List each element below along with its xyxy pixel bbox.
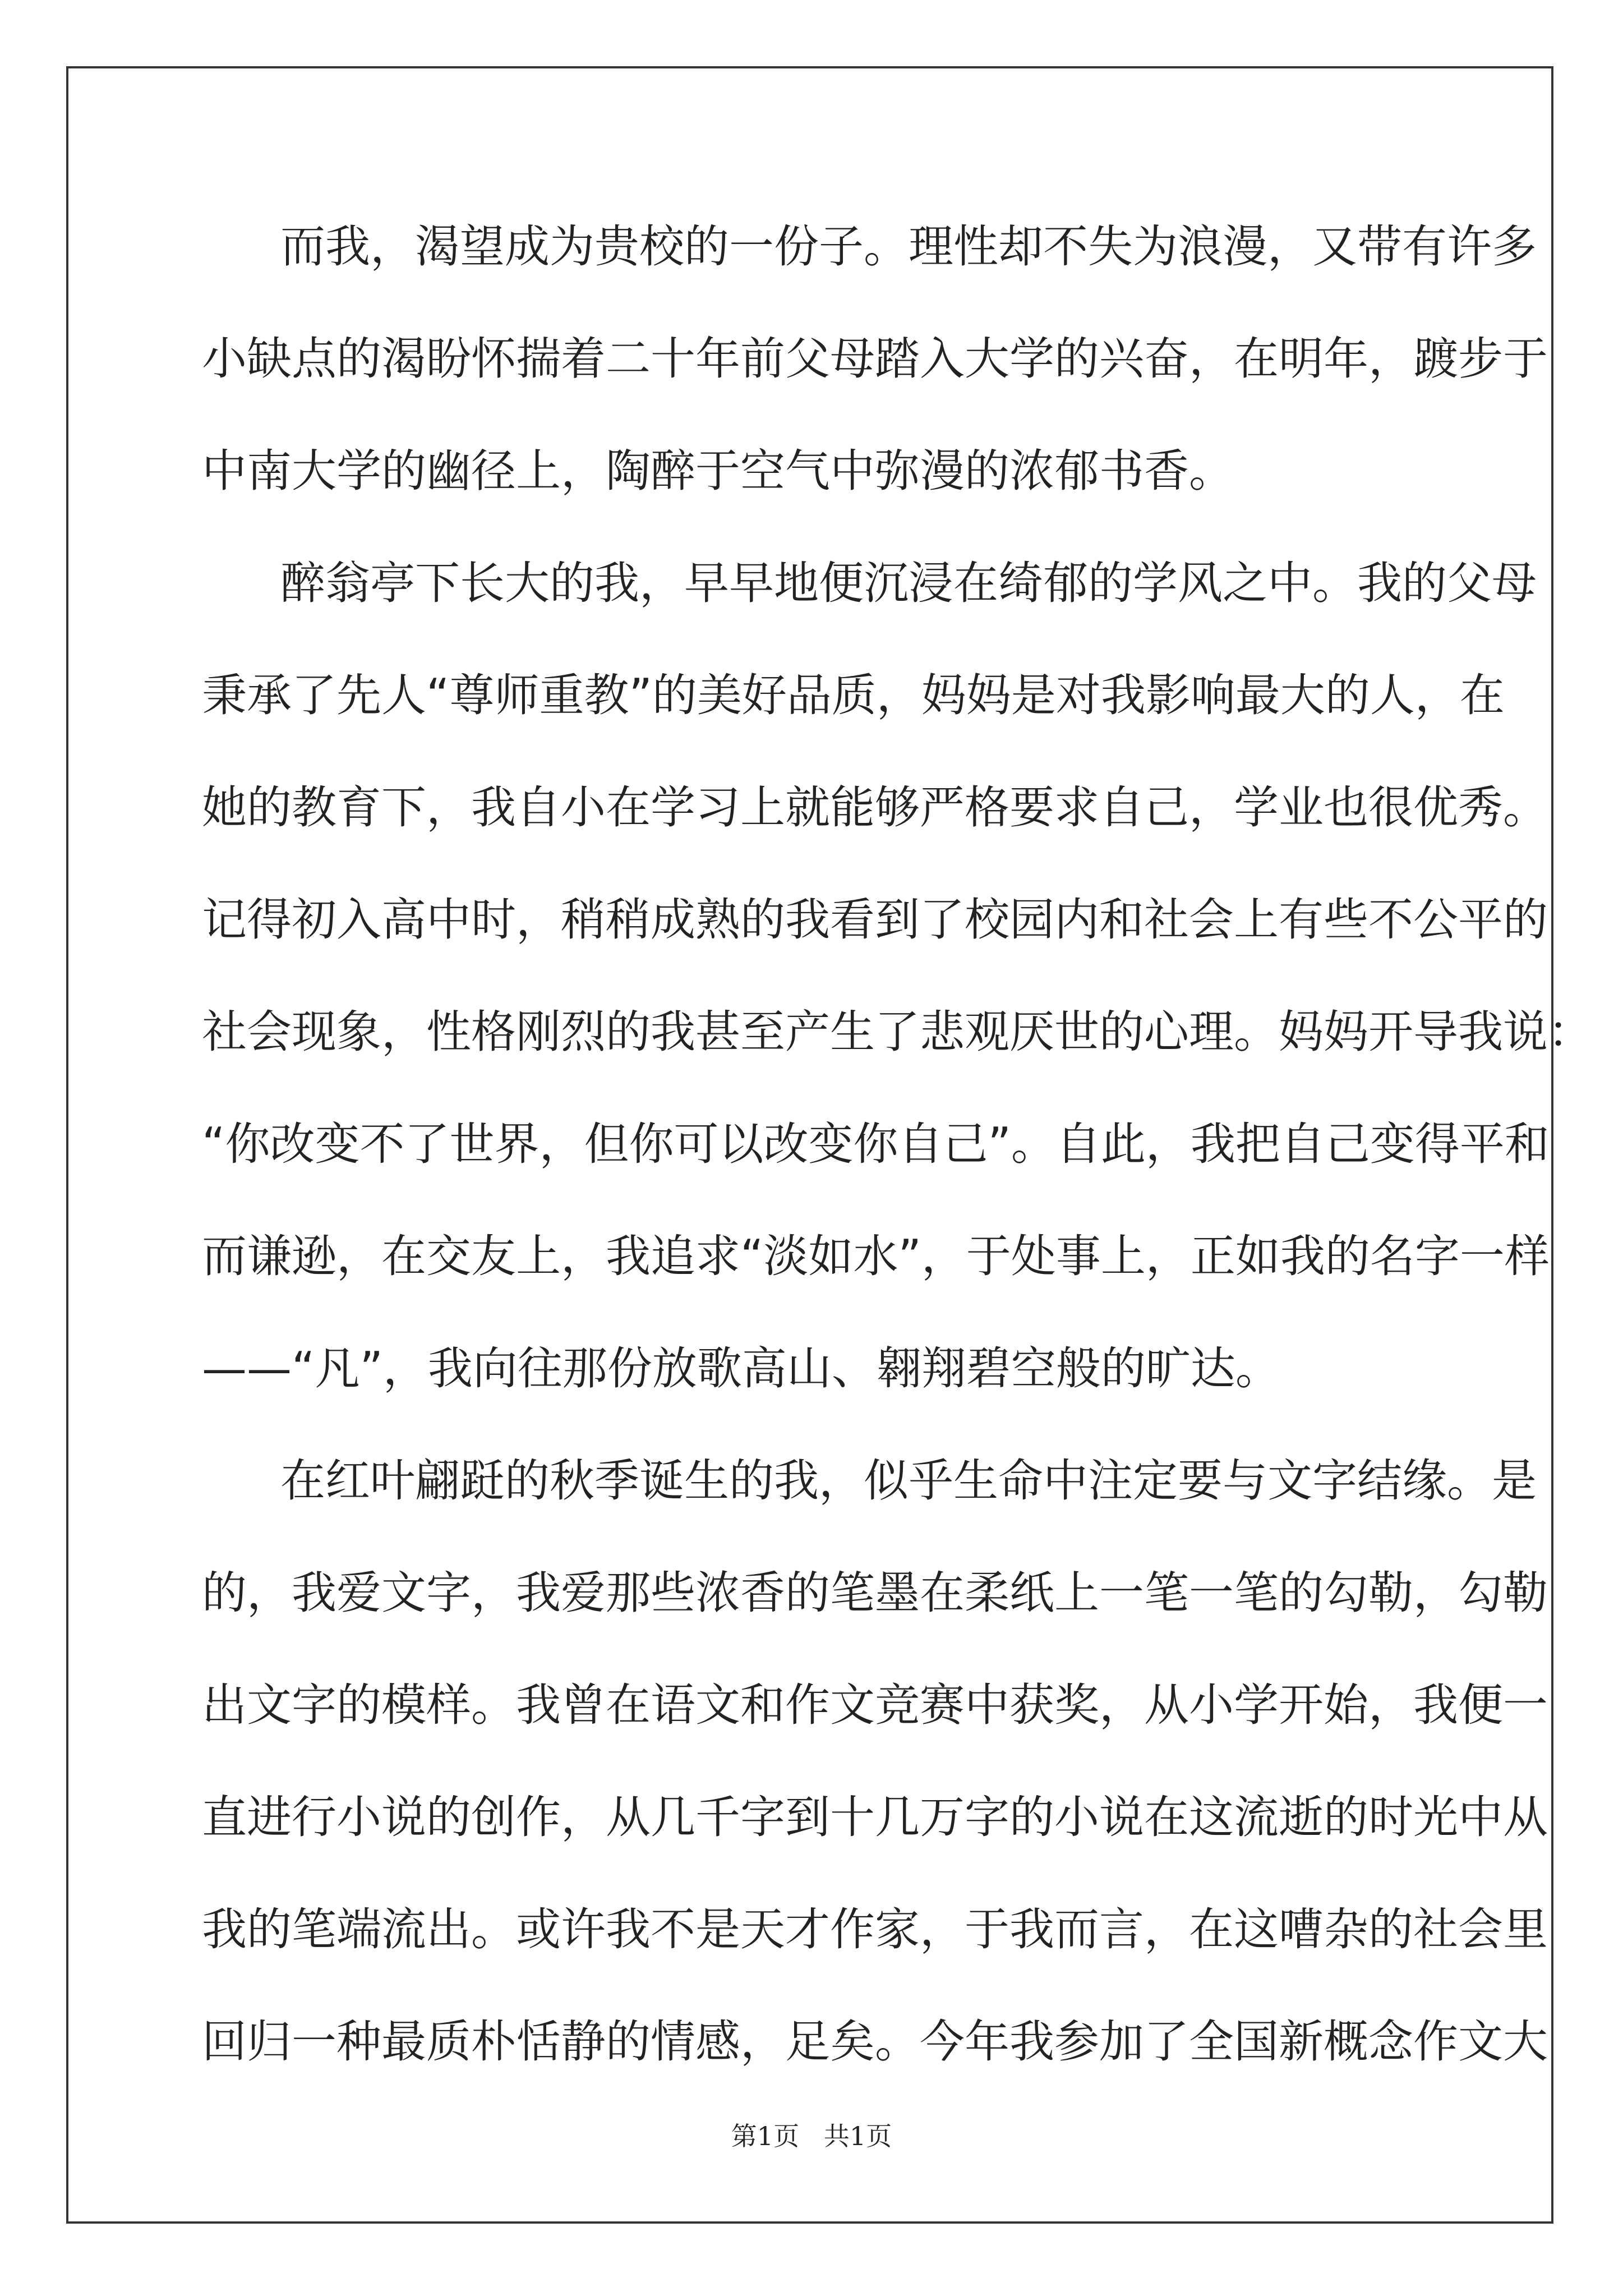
text-line: “你改变不了世界，但你可以改变你自己”。自此，我把自己变得平和	[202, 1118, 1550, 1170]
text-line: 在红叶翩跹的秋季诞生的我，似乎生命中注定要与文字结缘。是	[280, 1455, 1537, 1507]
page-footer: 第1页 共1页	[731, 2121, 892, 2151]
text-line: 我的笔端流出。或许我不是天才作家，于我而言，在这嘈杂的社会里	[202, 1903, 1548, 1955]
text-line: 秉承了先人“尊师重教”的美好品质，妈妈是对我影响最大的人，在	[202, 669, 1505, 721]
text-line: ——“凡”，我向往那份放歌高山、翱翔碧空般的旷达。	[202, 1342, 1280, 1395]
text-line: 直进行小说的创作，从几千字到十几万字的小说在这流逝的时光中从	[202, 1791, 1548, 1843]
text-line: 小缺点的渴盼怀揣着二十年前父母踏入大学的兴奋，在明年，踱步于	[202, 333, 1548, 385]
text-line: 出文字的模样。我曾在语文和作文竞赛中获奖，从小学开始，我便一	[202, 1679, 1548, 1731]
text-line: 记得初入高中时，稍稍成熟的我看到了校园内和社会上有些不公平的	[202, 894, 1548, 946]
text-line: 社会现象，性格刚烈的我甚至产生了悲观厌世的心理。妈妈开导我说：	[202, 1006, 1593, 1058]
text-line: 中南大学的幽径上，陶醉于空气中弥漫的浓郁书香。	[202, 445, 1234, 497]
text-line: 的，我爱文字，我爱那些浓香的笔墨在柔纸上一笔一笔的勾勒，勾勒	[202, 1567, 1548, 1619]
text-line: 醉翁亭下长大的我，早早地便沉浸在绮郁的学风之中。我的父母	[280, 557, 1537, 609]
text-line: 她的教育下，我自小在学习上就能够严格要求自己，学业也很优秀。	[202, 781, 1548, 834]
text-line: 而谦逊，在交友上，我追求“淡如水”，于处事上，正如我的名字一样	[202, 1230, 1550, 1282]
text-line: 而我，渴望成为贵校的一份子。理性却不失为浪漫，又带有许多	[280, 220, 1537, 273]
text-line: 回归一种最质朴恬静的情感，足矣。今年我参加了全国新概念作文大	[202, 2016, 1548, 2068]
